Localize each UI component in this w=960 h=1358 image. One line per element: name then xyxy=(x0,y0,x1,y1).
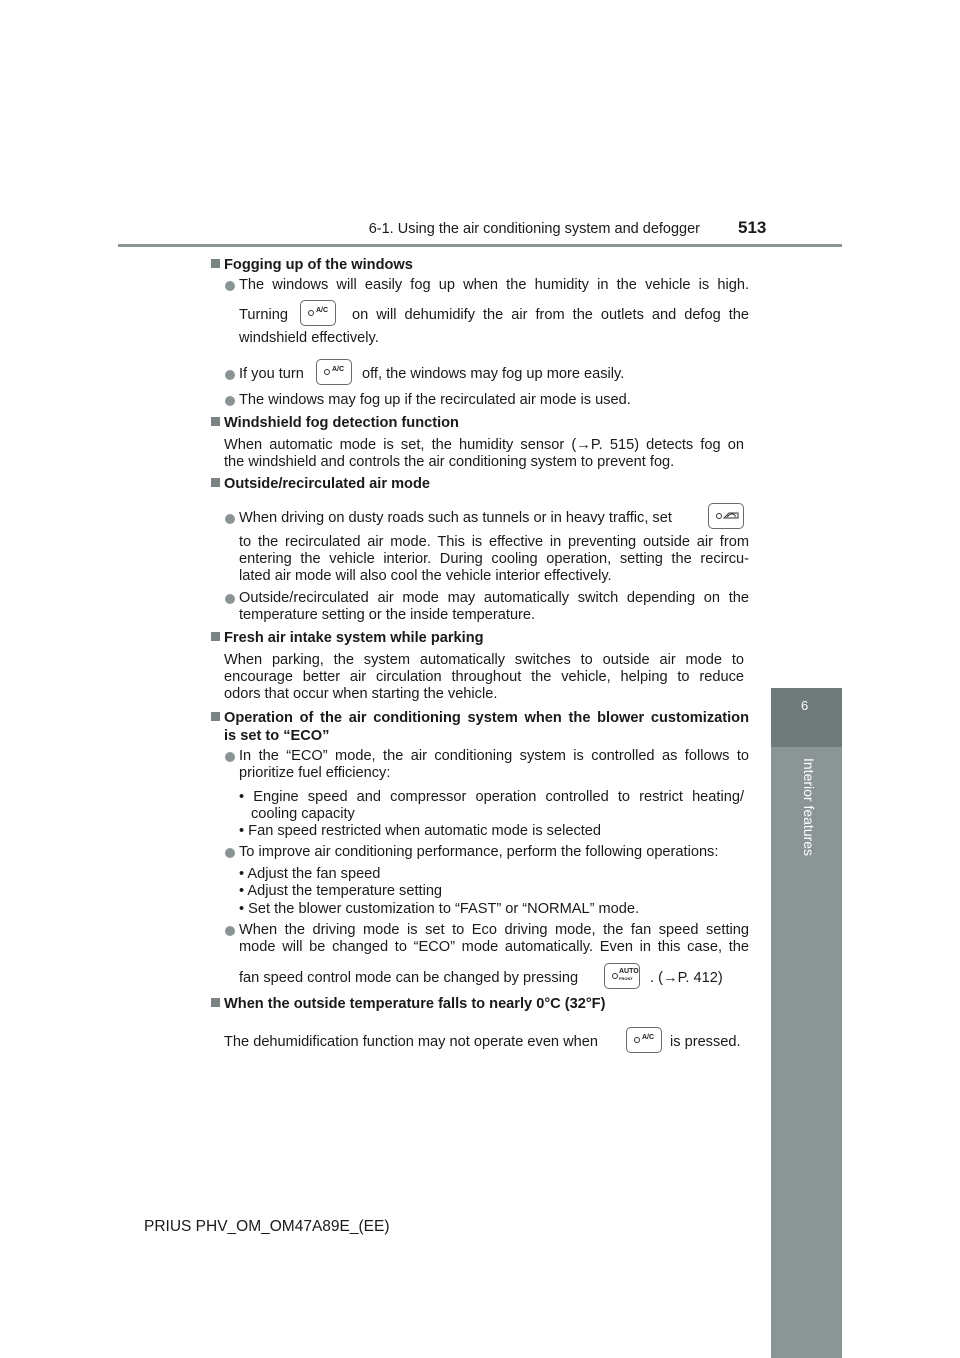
heading-eco: Operation of the air conditioning system when the blower customization xyxy=(211,709,749,727)
bullet-dot xyxy=(225,396,235,406)
text-line: temperature setting or the inside temperature. xyxy=(239,607,536,623)
text-line: is pressed. xyxy=(670,1034,741,1050)
text-line: When driving on dusty roads such as tunnels or in heavy traffic, set xyxy=(239,510,672,526)
text-line: • Adjust the fan speed xyxy=(239,866,381,882)
text-line: prioritize fuel efficiency: xyxy=(239,765,391,781)
text-line: entering the vehicle interior. During cooling operation, setting the recircu- xyxy=(239,551,749,567)
text-line: the windshield and controls the air conditioning system to prevent fog. xyxy=(224,454,675,470)
bullet-dot xyxy=(225,514,235,524)
heading-marker xyxy=(211,632,220,641)
text-line: mode will be changed to “ECO” mode automatically. Even in this case, the xyxy=(239,939,749,955)
text-line: • Set the blower customization to “FAST” or “NORMAL” mode. xyxy=(239,901,640,917)
bullet-dot xyxy=(225,926,235,936)
text-line: odors that occur when starting the vehicle. xyxy=(224,686,498,702)
recirculate-button-icon xyxy=(708,503,744,529)
header-rule xyxy=(118,244,842,247)
text-line: Turning xyxy=(239,307,288,323)
text-line: • Engine speed and compressor operation controlled to restrict heating/ xyxy=(239,789,744,805)
chapter-number: 6 xyxy=(801,698,809,713)
text-line: When automatic mode is set, the humidity sensor (→P. 515) detects fog on xyxy=(224,437,744,453)
text-line: to the recirculated air mode. This is effective in preventing outside air from xyxy=(239,534,749,550)
bullet-dot xyxy=(225,752,235,762)
text-line: When parking, the system automatically switches to outside air mode to xyxy=(224,652,744,668)
heading-marker xyxy=(211,478,220,487)
document-code: PRIUS PHV_OM_OM47A89E_(EE) xyxy=(144,1218,390,1235)
heading-marker xyxy=(211,417,220,426)
heading-eco-line2: is set to “ECO” xyxy=(224,728,330,744)
text-line: The windows will easily fog up when the humidity in the vehicle is high. xyxy=(239,277,749,293)
bullet-dot xyxy=(225,281,235,291)
chapter-title: Interior features xyxy=(801,758,817,857)
heading-fogging: Fogging up of the windows xyxy=(211,256,413,274)
heading-marker xyxy=(211,712,220,721)
text-line: When the driving mode is set to Eco driving mode, the fan speed setting xyxy=(239,922,749,938)
text-line: fan speed control mode can be changed by pressing xyxy=(239,970,579,986)
text-line: off, the windows may fog up more easily. xyxy=(362,366,625,382)
ac-button-icon: A/C xyxy=(316,359,352,385)
text-line: . (→P. 412) xyxy=(650,970,723,986)
text-line: To improve air conditioning performance, perform the following operations: xyxy=(239,844,719,860)
text-line: In the “ECO” mode, the air conditioning system is controlled as follows to xyxy=(239,748,749,764)
section-title: 6-1. Using the air conditioning system and defogger xyxy=(368,221,700,237)
text-line: • Adjust the temperature setting xyxy=(239,883,443,899)
ac-button-icon: A/C xyxy=(300,300,336,326)
ac-button-icon: A/C xyxy=(626,1027,662,1053)
recirculate-icon xyxy=(723,512,739,520)
text-line: lated air mode will also cool the vehicle interior effectively. xyxy=(239,568,612,584)
text-line: encourage better air circulation throughout the vehicle, helping to reduce xyxy=(224,669,744,685)
text-line: If you turn xyxy=(239,366,304,382)
text-line: The windows may fog up if the recirculated air mode is used. xyxy=(239,392,631,408)
text-line: windshield effectively. xyxy=(239,330,379,346)
bullet-dot xyxy=(225,370,235,380)
auto-button-icon: AUTO FRONT xyxy=(604,963,640,989)
bullet-dot xyxy=(225,594,235,604)
text-line: • Fan speed restricted when automatic mode is selected xyxy=(239,823,602,839)
heading-fresh-air: Fresh air intake system while parking xyxy=(211,629,484,647)
bullet-dot xyxy=(225,848,235,858)
heading-recirc: Outside/recirculated air mode xyxy=(211,475,430,493)
text-line: on will dehumidify the air from the outlets and defog the xyxy=(352,307,749,323)
heading-cold: When the outside temperature falls to nearly 0°C (32°F) xyxy=(211,995,605,1013)
text-line: Outside/recirculated air mode may automatically switch depending on the xyxy=(239,590,749,606)
text-line: The dehumidification function may not operate even when xyxy=(224,1034,598,1050)
page-number: 513 xyxy=(738,218,767,237)
chapter-tab xyxy=(771,688,842,747)
text-line: cooling capacity xyxy=(251,806,355,822)
heading-windshield: Windshield fog detection function xyxy=(211,414,459,432)
heading-marker xyxy=(211,998,220,1007)
heading-marker xyxy=(211,259,220,268)
